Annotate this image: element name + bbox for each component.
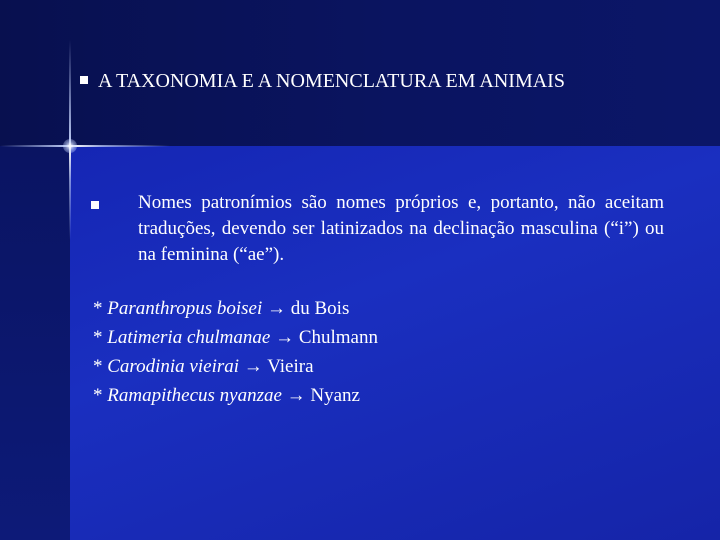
background-left-band (0, 146, 70, 540)
light-flare-center (63, 139, 77, 153)
species-name: Ramapithecus nyanzae (107, 385, 282, 406)
slide-title: A TAXONOMIA E A NOMENCLATURA EM ANIMAIS (98, 70, 565, 92)
example-prefix: * (93, 356, 108, 377)
species-name: Carodinia vieirai (107, 356, 240, 377)
person-name: Chulmann (298, 327, 378, 348)
person-name: du Bois (290, 298, 350, 319)
example-prefix: * (93, 327, 108, 348)
person-name: Vieira (267, 356, 314, 377)
example-prefix: * (93, 298, 108, 319)
examples-list (93, 294, 653, 410)
bullet-paragraph: Nomes patronímios são nomes próprios e, portanto, não aceitam traduções, devendo ser latinizados na declinação masculina (“i”) ou na feminina (“ae”). (138, 192, 664, 265)
arrow-icon: → (281, 385, 311, 406)
example-line (93, 352, 653, 381)
example-prefix: * (93, 385, 108, 406)
example-line (93, 323, 653, 352)
square-bullet-icon (80, 76, 88, 84)
square-bullet-icon (91, 201, 99, 209)
example-line (93, 294, 653, 323)
slide-title-row (80, 68, 700, 94)
species-name: Latimeria chulmanae (107, 327, 271, 348)
arrow-icon: → (239, 356, 268, 377)
light-flare-horizontal (0, 145, 170, 147)
example-line (93, 381, 653, 410)
person-name: Nyanz (310, 385, 360, 406)
arrow-icon: → (262, 298, 291, 319)
species-name: Paranthropus boisei (107, 298, 263, 319)
arrow-icon: → (270, 327, 299, 348)
